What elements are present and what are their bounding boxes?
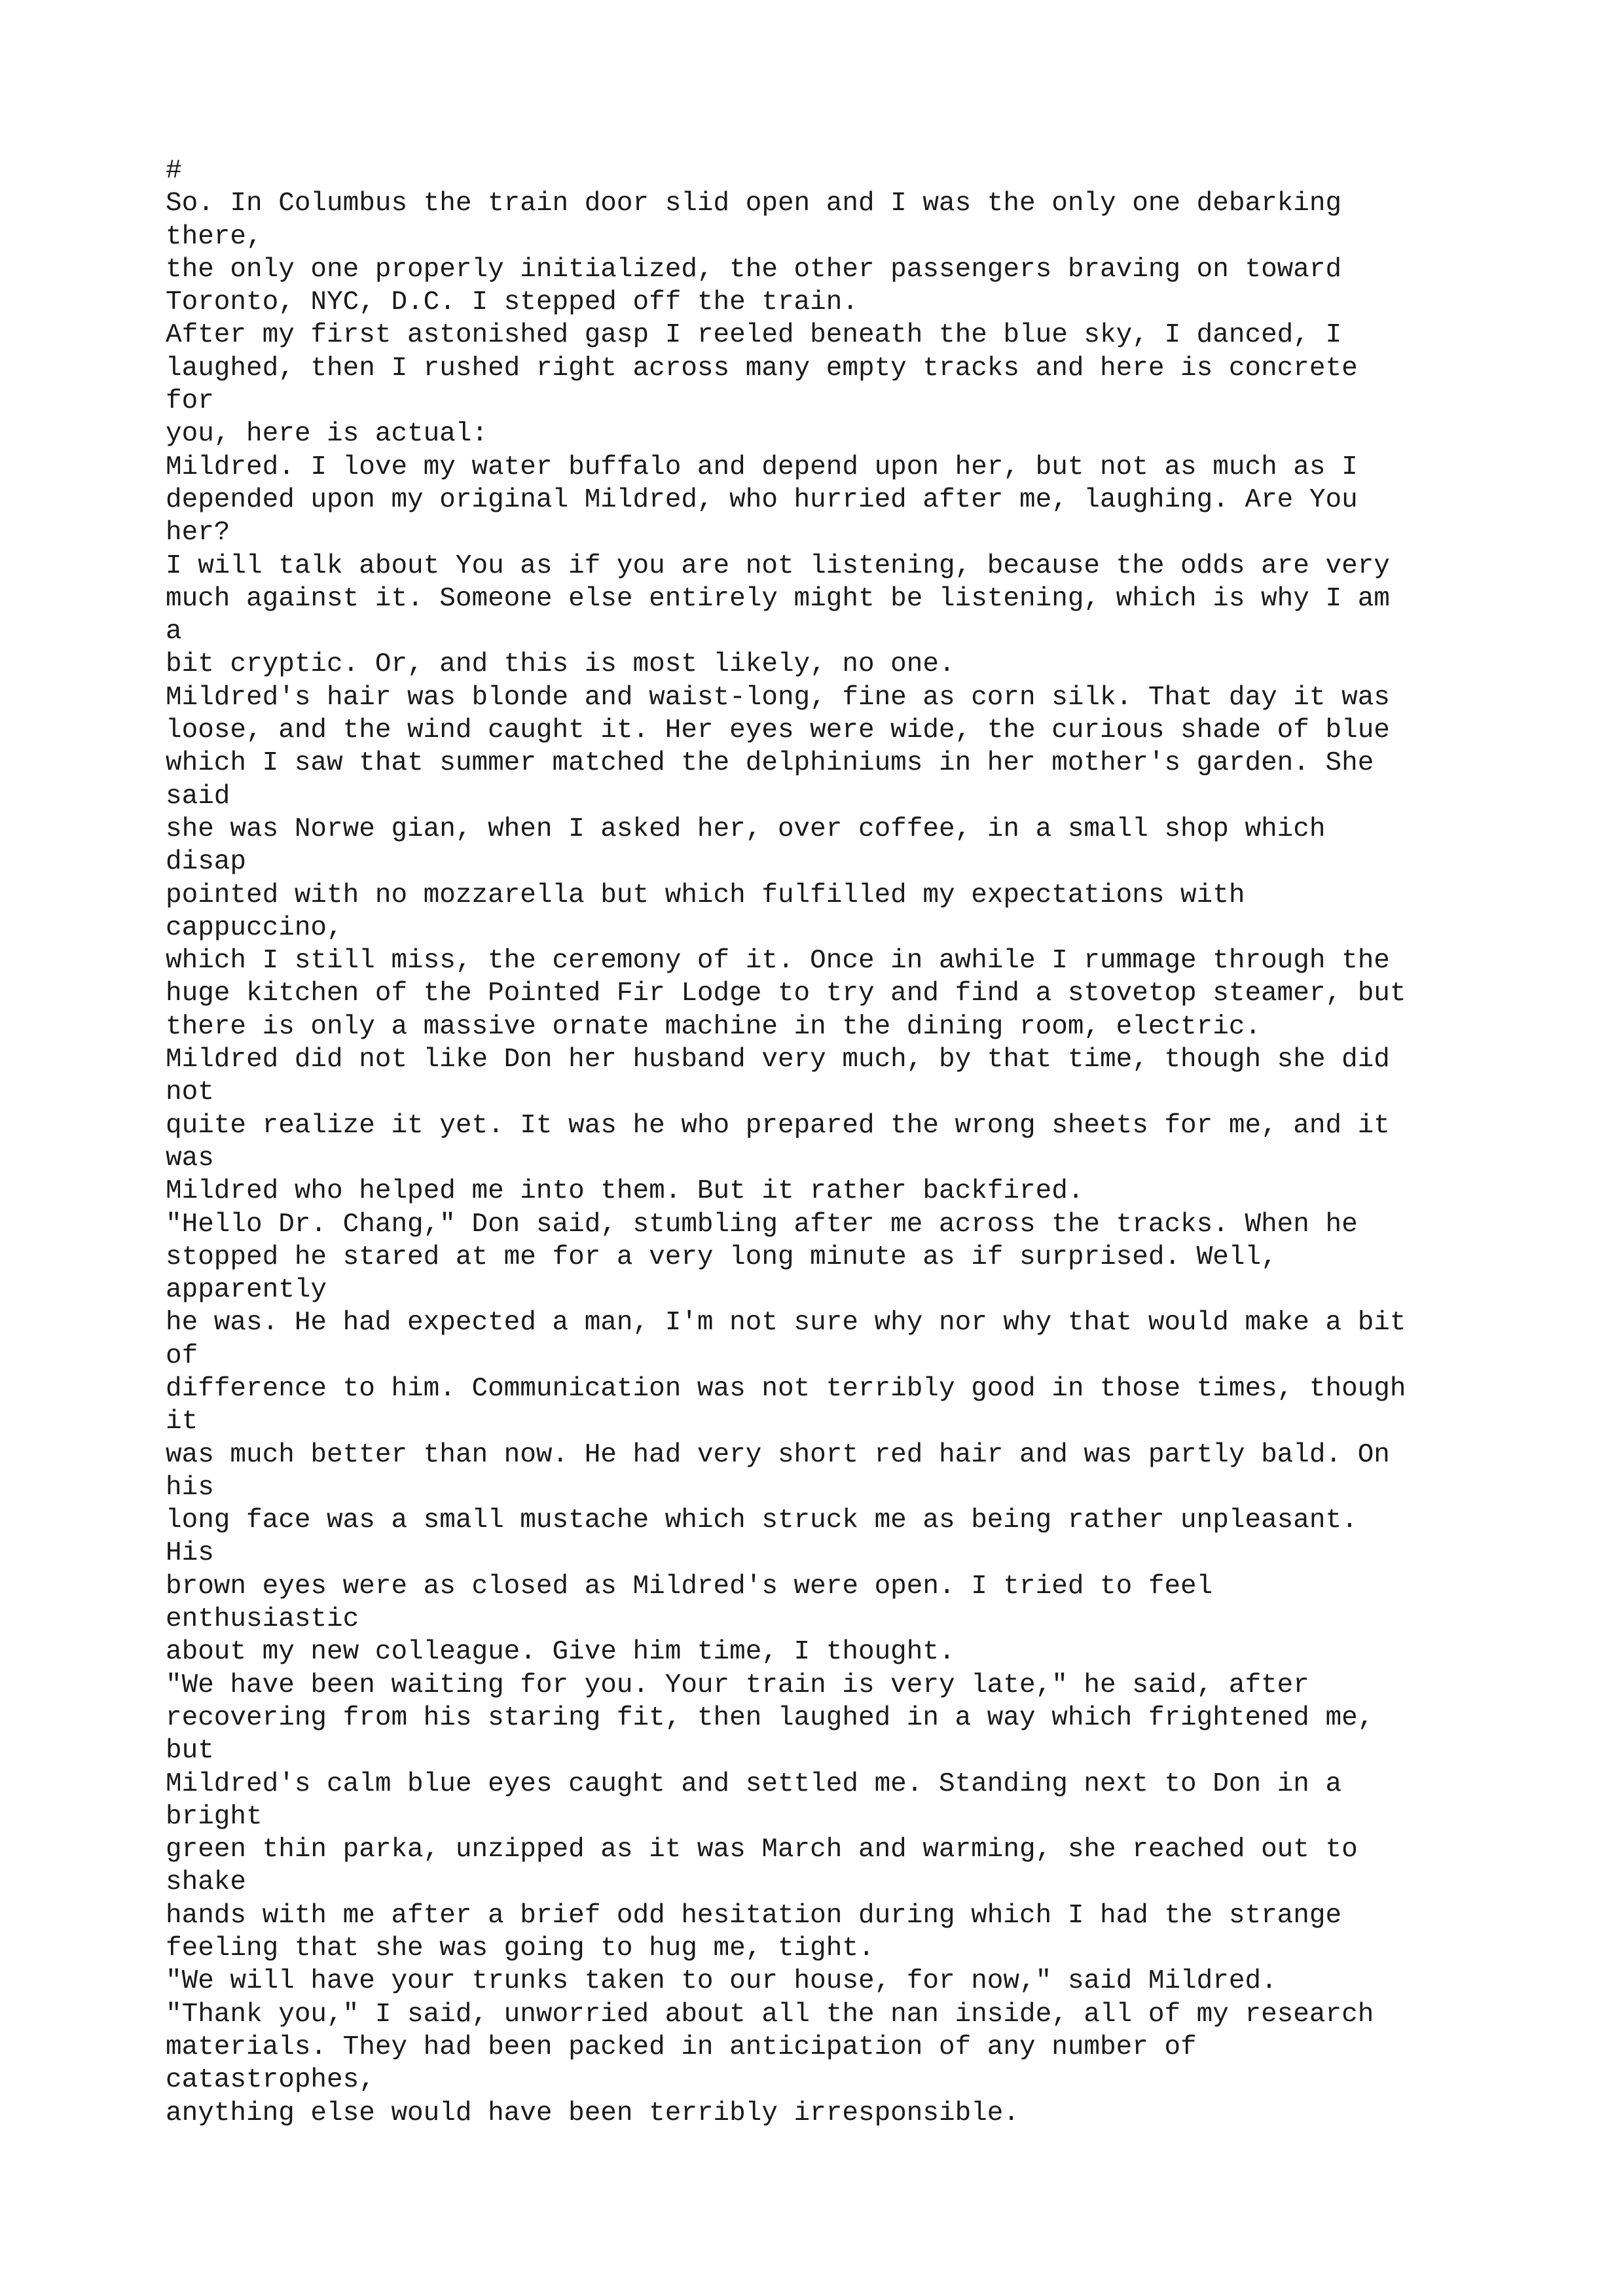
- text-line: was much better than now. He had very short red hair and was partly bald. On: [166, 1439, 1390, 1470]
- text-line: loose, and the wind caught it. Her eyes were wide, the curious shade of blue: [166, 715, 1390, 746]
- text-line: there,: [166, 221, 263, 252]
- text-line: Mildred. I love my water buffalo and depend upon her, but not as much as I: [166, 452, 1358, 482]
- text-line: he was. He had expected a man, I'm not sure why nor why that would make a bit: [166, 1308, 1406, 1338]
- text-line: feeling that she was going to hug me, tight.: [166, 1933, 875, 1964]
- text-line: Mildred's hair was blonde and waist-long, fine as corn silk. That day it was: [166, 682, 1390, 713]
- text-line: said: [166, 781, 230, 812]
- text-line: After my first astonished gasp I reeled beneath the blue sky, I danced, I: [166, 320, 1342, 351]
- text-line: materials. They had been packed in anticipation of any number of: [166, 2032, 1197, 2062]
- text-line: brown eyes were as closed as Mildred's were open. I tried to feel: [166, 1571, 1213, 1602]
- text-line: His: [166, 1538, 214, 1569]
- text-line: anything else would have been terribly irresponsible.: [166, 2098, 1020, 2128]
- text-line: apparently: [166, 1275, 327, 1306]
- text-line: her?: [166, 518, 230, 548]
- text-line: the only one properly initialized, the other passengers braving on toward: [166, 254, 1342, 285]
- text-line: for: [166, 386, 214, 417]
- text-line: disap: [166, 847, 247, 878]
- text-line: depended upon my original Mildred, who hurried after me, laughing. Are You: [166, 484, 1358, 515]
- text-line: enthusiastic: [166, 1604, 359, 1635]
- document-body: [166, 154, 1475, 2130]
- text-line: huge kitchen of the Pointed Fir Lodge to try and find a stovetop steamer, but: [166, 978, 1406, 1009]
- text-line: "We will have your trunks taken to our house, for now," said Mildred.: [166, 1966, 1277, 1997]
- text-line: Toronto, NYC, D.C. I stepped off the train.: [166, 287, 858, 318]
- text-line: not: [166, 1077, 214, 1108]
- text-line: you, here is actual:: [166, 419, 488, 450]
- text-line: long face was a small mustache which struck me as being rather unpleasant.: [166, 1505, 1358, 1536]
- text-line: pointed with no mozzarella but which fulfilled my expectations with: [166, 880, 1245, 910]
- text-line: a: [166, 617, 182, 647]
- text-line: "Thank you," I said, unworried about all the nan inside, all of my research: [166, 1999, 1374, 2030]
- text-line: Mildred's calm blue eyes caught and settled me. Standing next to Don in a: [166, 1768, 1342, 1799]
- text-line: stopped he stared at me for a very long minute as if surprised. Well,: [166, 1242, 1277, 1272]
- text-line: quite realize it yet. It was he who prepared the wrong sheets for me, and it: [166, 1110, 1390, 1141]
- text-line: which I still miss, the ceremony of it. Once in awhile I rummage through the: [166, 946, 1390, 977]
- text-line: I will talk about You as if you are not listening, because the odds are very: [166, 550, 1390, 581]
- text-line: Mildred who helped me into them. But it rather backfired.: [166, 1176, 1084, 1207]
- text-line: green thin parka, unzipped as it was March and warming, she reached out to: [166, 1835, 1358, 1865]
- text-line: but: [166, 1736, 214, 1767]
- text-line: cappuccino,: [166, 912, 343, 943]
- text-line: "Hello Dr. Chang," Don said, stumbling after me across the tracks. When he: [166, 1209, 1358, 1240]
- text-line: of: [166, 1340, 198, 1371]
- text-line: his: [166, 1472, 214, 1503]
- text-line: there is only a massive ornate machine in the dining room, electric.: [166, 1011, 1262, 1042]
- text-line: it: [166, 1407, 198, 1437]
- text-line: bit cryptic. Or, and this is most likely, no one.: [166, 649, 955, 680]
- text-line: recovering from his staring fit, then laughed in a way which frightened me,: [166, 1702, 1374, 1733]
- text-line: difference to him. Communication was not terribly good in those times, though: [166, 1373, 1406, 1404]
- text-line: catastrophes,: [166, 2065, 375, 2096]
- text-line: she was Norwe gian, when I asked her, over coffee, in a small shop which: [166, 814, 1326, 844]
- text-line: "We have been waiting for you. Your train is very late," he said, after: [166, 1670, 1309, 1700]
- text-line: much against it. Someone else entirely might be listening, which is why I am: [166, 583, 1390, 614]
- text-line: bright: [166, 1801, 263, 1832]
- text-line: #: [166, 156, 182, 186]
- text-line: was: [166, 1143, 214, 1174]
- text-line: which I saw that summer matched the delphiniums in her mother's garden. She: [166, 748, 1374, 779]
- text-line: shake: [166, 1867, 247, 1898]
- text-line: So. In Columbus the train door slid open and I was the only one debarking: [166, 188, 1342, 219]
- text-line: Mildred did not like Don her husband very much, by that time, though she did: [166, 1045, 1390, 1075]
- text-line: hands with me after a brief odd hesitation during which I had the strange: [166, 1900, 1342, 1931]
- text-line: laughed, then I rushed right across many empty tracks and here is concrete: [166, 353, 1358, 384]
- text-line: about my new colleague. Give him time, I thought.: [166, 1637, 955, 1668]
